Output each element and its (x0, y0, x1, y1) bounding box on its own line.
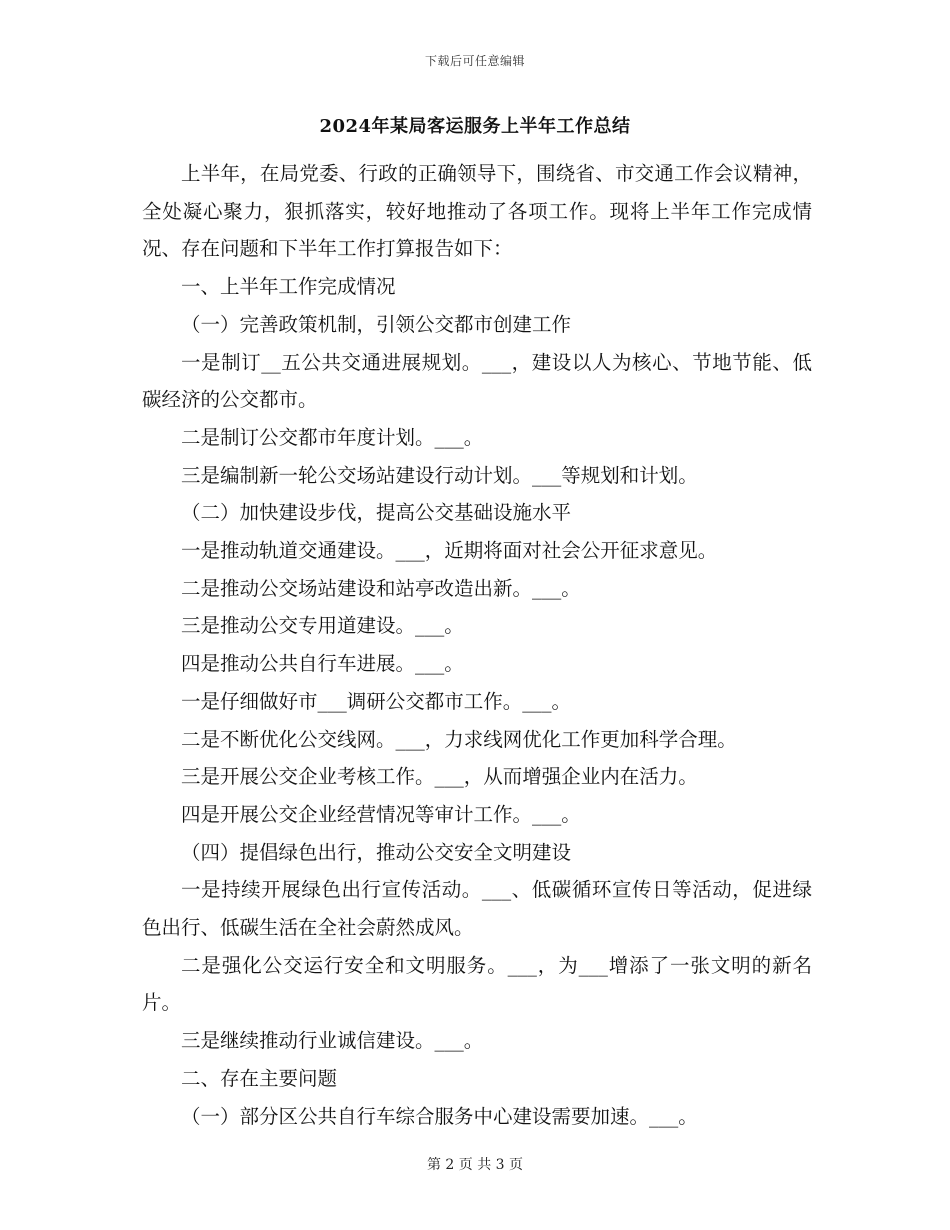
paragraph: 二是推动公交场站建设和站亭改造出新。___。 (181, 576, 581, 600)
paragraph: 三是推动公交专用道建设。___。 (181, 614, 464, 638)
subsection-heading-4: （四）提倡绿色出行，推动公交安全文明建设 (181, 840, 572, 864)
page-number-footer: 第 2 页 共 3 页 (426, 1157, 524, 1173)
paragraph: 三是继续推动行业诚信建设。___。 (181, 1029, 484, 1053)
paragraph: 一是推动轨道交通建设。___，近期将面对社会公开征求意见。 (181, 539, 718, 563)
paragraph: 三是开展公交企业考核工作。___，从而增强企业内在活力。 (181, 765, 698, 789)
subsection-heading-1: （一）完善政策机制，引领公交都市创建工作 (181, 312, 572, 336)
paragraph: （一）部分区公共自行车综合服务中心建设需要加速。___。 (181, 1104, 698, 1128)
section-heading-1: 一、上半年工作完成情况 (181, 275, 396, 299)
section-heading-2: 二、存在主要问题 (181, 1066, 338, 1090)
paragraph: 一是仔细做好市___调研公交都市工作。___。 (181, 689, 572, 713)
paragraph: 二是强化公交运行安全和文明服务。___，为___增添了一张文明的新名片。 (142, 953, 812, 1015)
paragraph: 一是制订__五公共交通进展规划。___，建设以人为核心、节地节能、低碳经济的公交都市。 (142, 350, 812, 412)
document-title: 2024年某局客运服务上半年工作总结 (319, 116, 631, 137)
paragraph: 四是推动公共自行车进展。___。 (181, 652, 464, 676)
paragraph: 一是持续开展绿色出行宣传活动。___、低碳循环宣传日等活动，促进绿色出行、低碳生活在全社会蔚然成风。 (142, 878, 812, 940)
intro-paragraph: 上半年，在局党委、行政的正确领导下，围绕省、市交通工作会议精神，全处凝心聚力，狠抓落实，较好地推动了各项工作。现将上半年工作完成情况、存在问题和下半年工作打算报告如下： (142, 162, 812, 261)
document-body (142, 155, 812, 1135)
paragraph: 二是不断优化公交线网。___，力求线网优化工作更加科学合理。 (181, 727, 737, 751)
paragraph: 四是开展公交企业经营情况等审计工作。___。 (181, 802, 581, 826)
paragraph: 三是编制新一轮公交场站建设行动计划。___等规划和计划。 (181, 463, 698, 487)
subsection-heading-2: （二）加快建设步伐，提高公交基础设施水平 (181, 501, 572, 525)
page-header-note: 下载后可任意编辑 (424, 54, 525, 68)
paragraph: 二是制订公交都市年度计划。___。 (181, 425, 484, 449)
